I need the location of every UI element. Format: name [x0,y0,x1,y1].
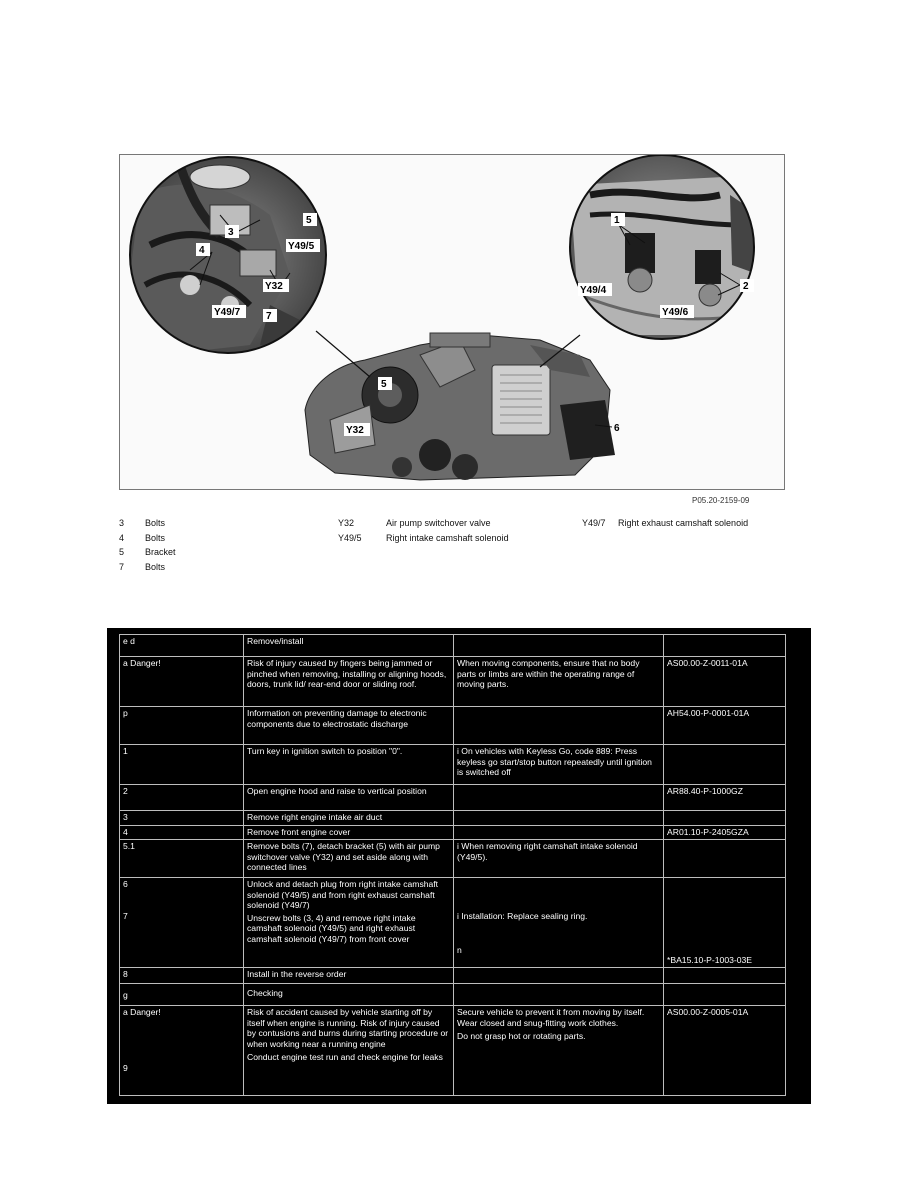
legend-item [119,516,176,531]
step-cell: 5.1 [120,840,244,878]
note-text: Wear closed and snug-fitting work clothes. [457,1017,619,1028]
note-cell [454,785,664,811]
reference-cell [664,968,786,984]
table-row [120,825,786,840]
note-text: Do not grasp hot or rotating parts. [457,1031,586,1041]
note-cell: When moving components, ensure that no body parts or limbs are within the operating range of moving parts. [454,657,664,707]
note-cell [454,811,664,826]
action-cell [244,840,454,878]
callout-2: 2 [743,281,749,292]
legend-code: Y32 [338,518,355,528]
action-cell: Install in the reverse order [244,968,454,984]
step-cell: g [120,984,244,1006]
table-row [120,878,786,968]
procedure-panel [107,628,811,1104]
step-cell: 2 [120,785,244,811]
note-cell [454,745,664,785]
table-row [120,1006,786,1096]
legend-code: Y49/7 [582,518,606,528]
legend-text: Right exhaust camshaft solenoid [618,518,749,528]
figure-id: P05.20-2159-09 [692,496,750,505]
step-cell: p [120,707,244,745]
table-row [120,657,786,707]
legend-item [119,560,176,575]
step-cell: 8 [120,968,244,984]
step-number: 6 [123,879,128,889]
reference-cell: AS00.00-Z-0011-01A [664,657,786,707]
legend-right [582,516,748,531]
legend-code: 5 [119,547,125,557]
callout-y49-5: Y49/5 [288,241,315,252]
right-detail-inset [570,155,760,339]
reference-cell: AR01.10-P-2405GZA [664,825,786,840]
step-number: 9 [123,1062,128,1073]
engine-drawing [120,155,784,489]
action-text: Unlock and detach plug from right intake camshaft solenoid (Y49/5) and from right exhaust camshaft solenoid (Y49/7) [247,879,439,910]
reference-cell: AH54.00-P-0001-01A [664,707,786,745]
step-cell: e d [120,635,244,657]
table-row [120,635,786,657]
legend-middle [338,516,509,545]
callout-y49-4: Y49/4 [580,285,607,296]
action-cell: Remove right engine intake air duct [244,811,454,826]
action-text: Conduct engine test run and check engine for leaks [247,1052,443,1062]
note-text: Secure vehicle to prevent it from moving by itself. [457,1007,645,1017]
reference-cell [664,635,786,657]
legend-text: Bolts [145,532,166,543]
step-cell [120,878,244,968]
engine-illustration [119,154,785,490]
table-row [120,840,786,878]
action-cell: Remove front engine cover [244,825,454,840]
callout-6: 6 [614,423,620,434]
callout-y32-main: Y32 [346,425,364,436]
legend-text: Bolts [145,561,166,572]
note-cell [454,878,664,968]
legend-item [338,531,509,546]
legend-code: Y49/5 [338,532,362,543]
reference-cell [664,984,786,1006]
reference-cell [664,745,786,785]
callout-4: 4 [199,245,205,256]
table-row [120,984,786,1006]
reference-cell [664,811,786,826]
warning-text: Risk of accident caused by vehicle starting off by itself when engine is running. Risk of injury caused by contusions and burns during starting procedure or when working near a running engine [247,1007,449,1049]
step-cell: a Danger! [120,657,244,707]
left-detail-inset [130,157,326,355]
table-row [120,811,786,826]
legend-text: Air pump switchover valve [386,518,491,528]
legend-item [119,545,176,560]
action-cell [244,1006,454,1096]
legend-text: Right intake camshaft solenoid [386,532,509,543]
step-cell [120,1006,244,1096]
legend-item [119,531,176,546]
callout-5-main: 5 [381,379,387,390]
step-cell: 4 [120,825,244,840]
legend-code: 3 [119,518,125,528]
action-cell: Turn key in ignition switch to position "0". [244,745,454,785]
legend-item [582,516,748,531]
action-cell: Information on preventing damage to electronic components due to electrostatic discharge [244,707,454,745]
action-text: Unscrew bolts (3, 4) and remove right intake camshaft solenoid (Y49/5) and right exhaust camshaft solenoid (Y49/7) from front cover [247,912,416,944]
callout-y49-7: Y49/7 [214,307,241,318]
reference-cell: AR88.40-P-1000GZ [664,785,786,811]
legend-item [338,516,509,531]
reference-cell: *BA15.10-P-1003-03E [664,878,786,968]
note-cell [454,825,664,840]
reference-cell: AS00.00-Z-0005-01A [664,1006,786,1096]
legend-code: 7 [119,561,125,572]
callout-y49-6: Y49/6 [662,307,689,318]
legend-left [119,516,176,574]
action-cell: Remove/install [244,635,454,657]
engine-main-view [305,333,615,480]
note-text: n [457,944,462,955]
note-cell [454,635,664,657]
action-cell: Open engine hood and raise to vertical position [244,785,454,811]
table-row [120,968,786,984]
action-cell: Risk of injury caused by fingers being jammed or pinched when removing, installing or aligning hoods, doors, trunk lid/ rear-end door or sliding roof. [244,657,454,707]
callout-y32-inset: Y32 [265,281,283,292]
action-text: Remove bolts (7), detach bracket (5) with air pump switchover valve (Y32) and set aside along with connected lines [247,841,440,872]
callout-3-left: 3 [228,227,234,238]
action-cell: Checking [244,984,454,1006]
note-cell [454,968,664,984]
note-cell [454,707,664,745]
table-row [120,745,786,785]
legend-text: Bolts [145,518,166,528]
note-cell [454,984,664,1006]
callout-7: 7 [266,311,272,322]
action-cell [244,878,454,968]
callout-5-left: 5 [306,215,312,226]
warning-label: a Danger! [123,1007,161,1017]
callout-1: 1 [614,215,620,226]
note-cell: i When removing right camshaft intake solenoid (Y49/5). [454,840,664,878]
step-cell: 3 [120,811,244,826]
note-cell [454,1006,664,1096]
step-cell: 1 [120,745,244,785]
legend-code: 4 [119,532,125,543]
table-row [120,785,786,811]
note-text: i On vehicles with Keyless Go, code 889: Press keyless go start/stop button repeatedly until ignition is switched off [457,746,652,777]
step-number: 7 [123,910,128,921]
table-row [120,707,786,745]
note-text: i Installation: Replace sealing ring. [457,911,588,921]
legend-text: Bracket [145,547,176,557]
procedure-table [119,634,786,1096]
reference-cell [664,840,786,878]
